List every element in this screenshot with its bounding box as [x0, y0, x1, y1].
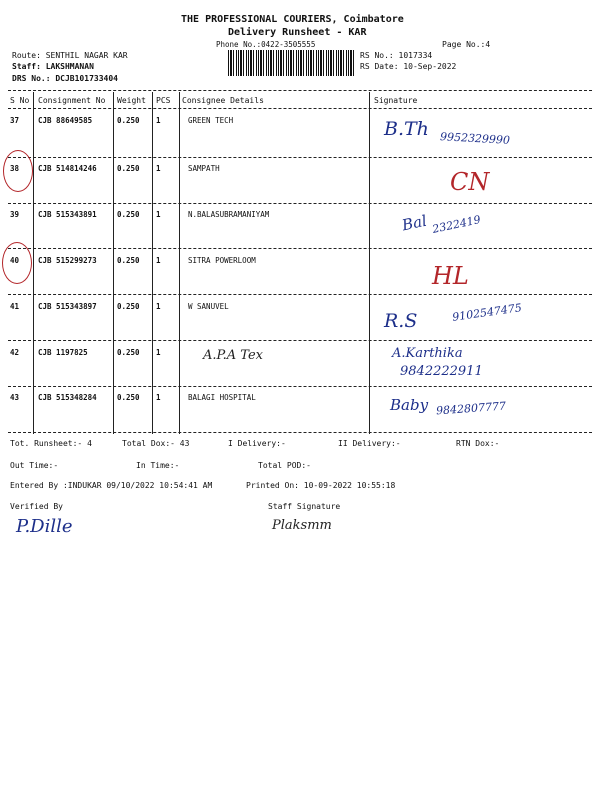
signature-name: R.S	[384, 310, 418, 332]
column-header-consignee: Consignee Details	[182, 96, 264, 105]
row-divider	[8, 340, 592, 341]
total-pod: Total POD:-	[258, 461, 311, 470]
row-divider	[8, 157, 592, 158]
row-weight: 0.250	[117, 164, 140, 173]
company-name: THE PROFESSIONAL COURIERS, Coimbatore	[181, 14, 404, 25]
row-sno: 42	[10, 348, 20, 357]
column-header-pcs: PCS	[156, 96, 171, 105]
signature-name: Bal	[400, 211, 429, 235]
drs-number: DRS No.: DCJB101733404	[12, 74, 118, 83]
row-consignment: CJB 88649585	[38, 116, 93, 125]
rtn-dox: RTN Dox:-	[456, 439, 500, 448]
barcode	[228, 50, 354, 76]
col-divider	[152, 92, 153, 434]
col-divider	[113, 92, 114, 434]
row-weight: 0.250	[117, 348, 140, 357]
circle-mark	[3, 150, 33, 192]
row-pcs: 1	[156, 116, 161, 125]
row-sno: 37	[10, 116, 20, 125]
signature-phone: 9952329990	[439, 130, 511, 147]
entered-by: Entered By :INDUKAR 09/10/2022 10:54:41 AM	[10, 481, 213, 490]
row-consignment: CJB 515348284	[38, 393, 97, 402]
row-sno: 40	[10, 256, 20, 265]
header-bottom-line	[8, 108, 592, 109]
column-header-consignment: Consignment No	[38, 96, 106, 105]
in-time: In Time:-	[136, 461, 180, 470]
row-pcs: 1	[156, 164, 161, 173]
col-divider	[33, 92, 34, 434]
row-sno: 39	[10, 210, 20, 219]
signature-name: Baby	[390, 396, 429, 414]
column-header-signature: Signature	[374, 96, 418, 105]
handwritten-mark: HL	[432, 262, 469, 290]
printed-on: Printed On: 10-09-2022 10:55:18	[246, 481, 396, 490]
row-divider	[8, 294, 592, 295]
row-consignee: W SANUVEL	[188, 302, 229, 311]
row-pcs: 1	[156, 256, 161, 265]
row-weight: 0.250	[117, 210, 140, 219]
column-header-sno: S No	[10, 96, 30, 105]
row-consignment: CJB 515343897	[38, 302, 97, 311]
row-divider	[8, 248, 592, 249]
runsheet-title: Delivery Runsheet - KAR	[228, 27, 367, 38]
handwritten-mark: CN	[450, 168, 490, 196]
row-consignee: SITRA POWERLOOM	[188, 256, 256, 265]
out-time: Out Time:-	[10, 461, 59, 470]
row-sno: 38	[10, 164, 20, 173]
row-consignee: SAMPATH	[188, 164, 220, 173]
signature-name: B.Th	[384, 118, 429, 140]
staff-label: Staff: LAKSHMANAN	[12, 62, 94, 71]
table-bottom-line	[8, 432, 592, 433]
row-divider	[8, 386, 592, 387]
route-label: Route: SENTHIL NAGAR KAR	[12, 51, 128, 60]
page-number: Page No.:4	[442, 40, 491, 49]
circle-mark	[2, 242, 32, 284]
row-pcs: 1	[156, 210, 161, 219]
staff-signature-label: Staff Signature	[268, 502, 341, 511]
first-delivery: I Delivery:-	[228, 439, 286, 448]
col-divider	[179, 92, 180, 434]
signature-phone: 2322419	[431, 213, 482, 236]
row-sno: 43	[10, 393, 20, 402]
table-top-line	[8, 90, 592, 91]
signature-name: A.Karthika	[392, 346, 463, 361]
row-pcs: 1	[156, 348, 161, 357]
verified-signature: P.Dille	[16, 516, 73, 537]
rs-number: RS No.: 1017334	[360, 51, 433, 60]
signature-phone: 9842222911	[400, 364, 483, 379]
row-pcs: 1	[156, 393, 161, 402]
row-consignee: GREEN TECH	[188, 116, 234, 125]
staff-signature: Plaksmm	[272, 518, 332, 533]
total-dox: Total Dox:- 43	[122, 439, 190, 448]
row-pcs: 1	[156, 302, 161, 311]
row-sno: 41	[10, 302, 20, 311]
rs-date: RS Date: 10-Sep-2022	[360, 62, 457, 71]
handwritten-consignee: A.P.A Tex	[203, 348, 263, 363]
row-consignment: CJB 515299273	[38, 256, 97, 265]
row-weight: 0.250	[117, 393, 140, 402]
row-weight: 0.250	[117, 302, 140, 311]
row-weight: 0.250	[117, 256, 140, 265]
column-header-weight: Weight	[117, 96, 146, 105]
signature-phone: 9842807777	[435, 399, 507, 418]
second-delivery: II Delivery:-	[338, 439, 401, 448]
col-divider	[369, 92, 370, 434]
total-runsheet: Tot. Runsheet:- 4	[10, 439, 92, 448]
row-weight: 0.250	[117, 116, 140, 125]
row-consignment: CJB 514814246	[38, 164, 97, 173]
row-consignment: CJB 515343891	[38, 210, 97, 219]
verified-by-label: Verified By	[10, 502, 63, 511]
row-divider	[8, 203, 592, 204]
row-consignee: BALAGI HOSPITAL	[188, 393, 256, 402]
signature-phone: 9102547475	[451, 301, 523, 324]
phone-number: Phone No.:0422-3505555	[216, 40, 316, 49]
row-consignment: CJB 1197825	[38, 348, 88, 357]
row-consignee: N.BALASUBRAMANIYAM	[188, 210, 270, 219]
